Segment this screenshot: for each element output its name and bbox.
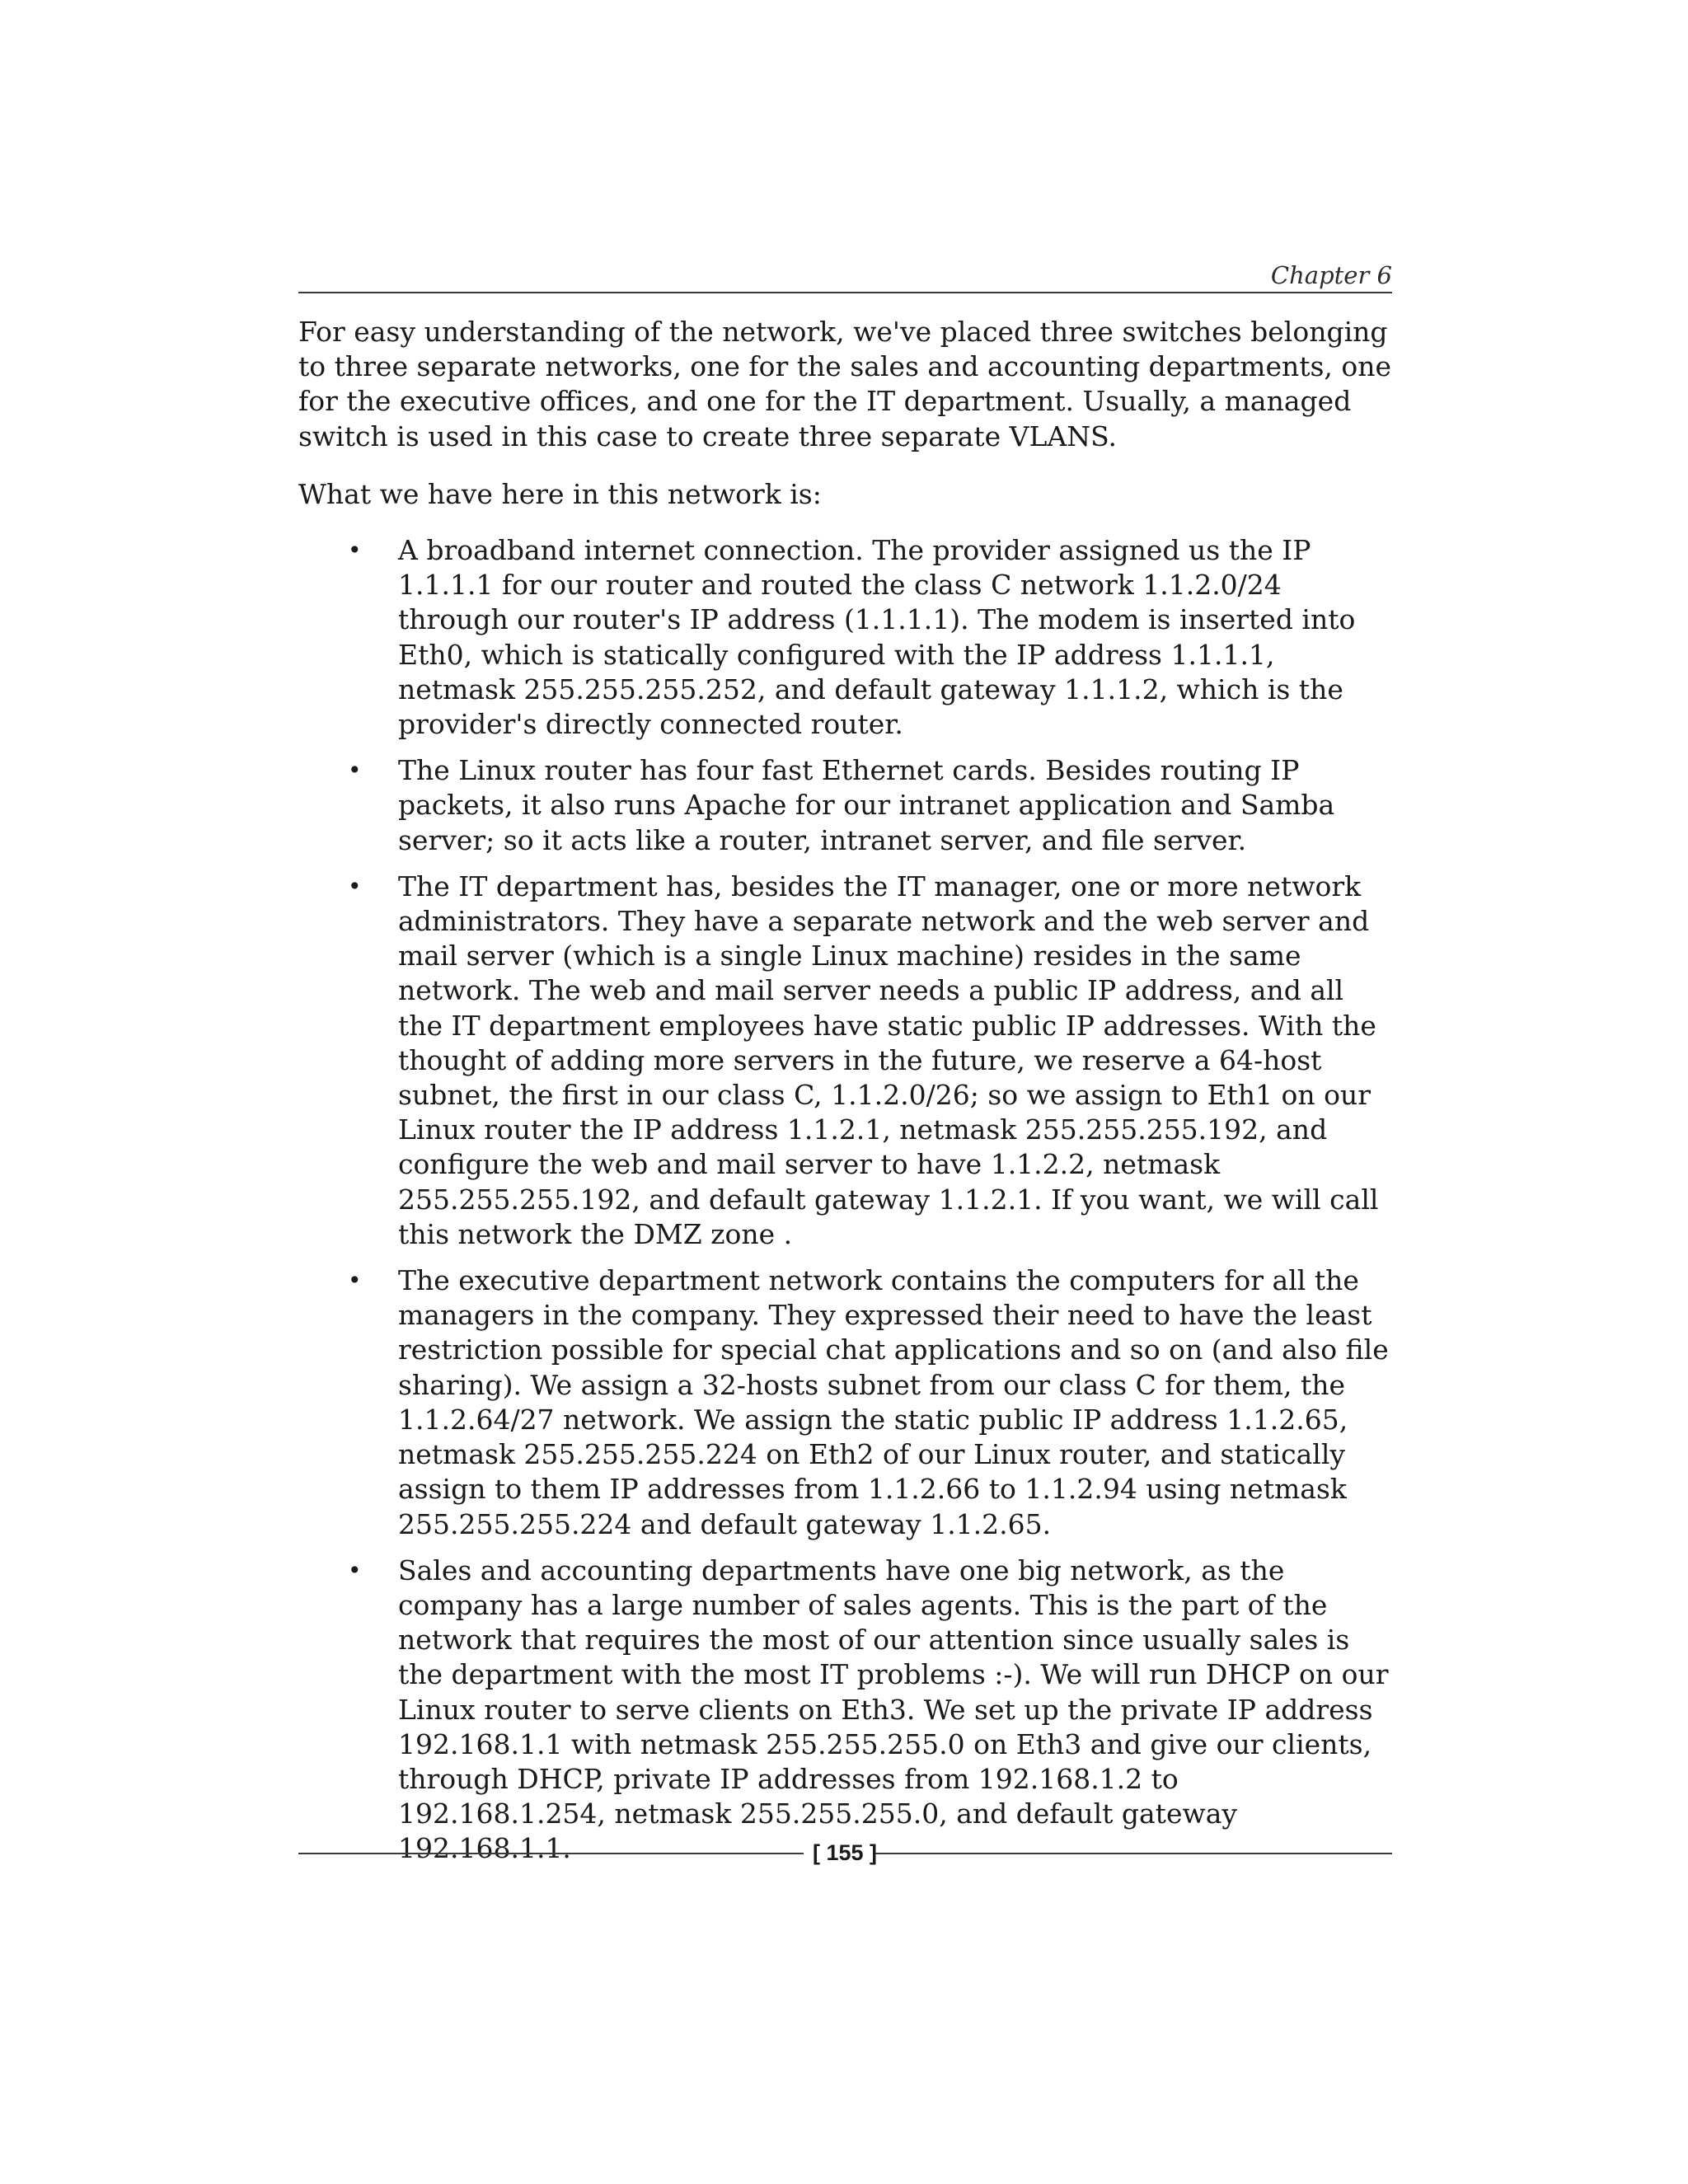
bullet-item-it-department	[298, 869, 1395, 1252]
bullet-icon: •	[348, 1556, 362, 1584]
bullet-text: The IT department has, besides the IT manager, one or more network administrators. They have a separate network and the web server and mail server (which is a single Linux machine) resides in the same network. The web and mail server needs a public IP address, and all the IT department employees have static public IP addresses. With the thought of adding more servers in the future, we reserve a 64-host subnet, the first in our class C, 1.1.2.0/26; so we assign to Eth1 on our Linux router the IP address 1.1.2.1, netmask 255.255.255.192, and configure the web and mail server to have 1.1.2.2, netmask 255.255.255.192, and default gateway 1.1.2.1. If you want, we will call this network the DMZ zone .	[398, 869, 1379, 1250]
page-footer	[298, 1838, 1392, 1868]
bullet-icon: •	[348, 1267, 362, 1295]
bullet-text: Sales and accounting departments have one big network, as the company has a large number of sales agents. This is the part of the network that requires the most of our attention since usually sales is the department with the most IT problems :-). We will run DHCP on our Linux router to serve clients on Eth3. We set up the private IP address 192.168.1.1 with netmask 255.255.255.0 on Eth3 and give our clients, through DHCP, private IP addresses from 192.168.1.2 to 192.168.1.254, netmask 255.255.255.0, and default gateway 192.168.1.1.	[398, 1554, 1389, 1865]
bullet-icon: •	[348, 757, 362, 785]
bullet-icon: •	[348, 537, 362, 565]
bullet-item-linux-router	[298, 753, 1395, 858]
bullet-text: The Linux router has four fast Ethernet cards. Besides routing IP packets, it also runs Apache for our intranet application and Samba server; so it acts like a router, intranet server, and file server.	[398, 754, 1335, 856]
lead-paragraph: What we have here in this network is:	[298, 477, 822, 510]
bullet-item-executive-department	[298, 1263, 1395, 1542]
bullet-item-broadband	[298, 533, 1395, 742]
bullet-text: The executive department network contains the computers for all the managers in the company. They expressed their need to have the least restriction possible for special chat applications and so on (and also file sharing). We assign a 32-hosts subnet from our class C for them, the 1.1.2.64/27 network. We assign the static public IP address 1.1.2.65, netmask 255.255.255.224 on Eth2 of our Linux router, and statically assign to them IP addresses from 1.1.2.66 to 1.1.2.94 using netmask 255.255.255.224 and default gateway 1.1.2.65.	[398, 1264, 1389, 1540]
chapter-label: Chapter 6	[1270, 261, 1392, 289]
footer-rule-right	[875, 1853, 1392, 1854]
page-header	[298, 260, 1392, 293]
footer-rule-left	[298, 1853, 804, 1854]
bullet-list	[298, 533, 1395, 1867]
intro-paragraph: For easy understanding of the network, we've placed three switches belonging to three separate networks, one for the sales and accounting departments, one for the executive offices, and one for the IT department. Usually, a managed switch is used in this case to create three separate VLANS.	[298, 316, 1392, 452]
page-number: [ 155 ]	[812, 1840, 878, 1865]
bullet-text: A broadband internet connection. The provider assigned us the IP 1.1.1.1 for our router and routed the class C network 1.1.2.0/24 through our router's IP address (1.1.1.1). The modem is inserted into Eth0, which is statically configured with the IP address 1.1.1.1, netmask 255.255.255.252, and default gateway 1.1.1.2, which is the provider's directly connected router.	[398, 534, 1356, 741]
bullet-icon: •	[348, 872, 362, 900]
bullet-item-sales-accounting	[298, 1554, 1395, 1867]
page-content	[298, 315, 1395, 1878]
